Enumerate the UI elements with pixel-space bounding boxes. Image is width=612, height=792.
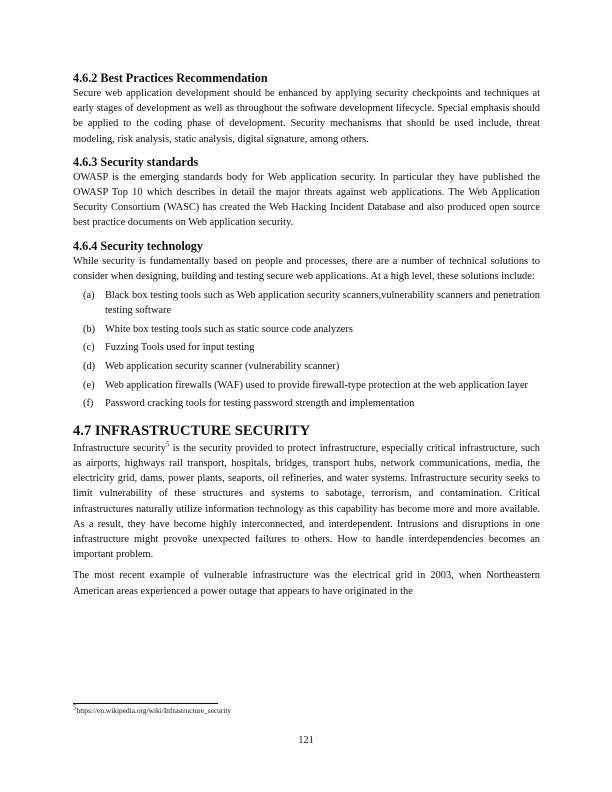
paragraph: While security is fundamentally based on people and processes, there are a number of technical solutions to consider when designing, building and testing secure web applications. At a high level, these solutions include: (73, 255, 540, 282)
list-item (73, 378, 540, 393)
footnote-divider (73, 703, 218, 704)
footnote-number: 5 (73, 703, 77, 712)
section-4-7 (73, 421, 540, 599)
section-heading: 4.6.4 Security technology (73, 238, 203, 253)
list-item (73, 288, 540, 318)
list-item (73, 396, 540, 411)
section-heading: 4.6.2 Best Practices Recommendation (73, 71, 268, 85)
section-4-6-4 (73, 238, 540, 412)
paragraph (73, 441, 540, 563)
list-item (73, 359, 540, 374)
paragraph: Secure web application development should be enhanced by applying security checkpoints and techniques at early stages of development as well as throughout the software development lifecycle. Special emphasis should be applied to the coding phase of development. Security mechanisms that should be used include, threat modeling, risk analysis, static analysis, digital signature, among others. (73, 88, 540, 145)
list-marker: (b) (83, 323, 96, 335)
list-marker: (c) (83, 342, 95, 354)
list-item-text: Fuzzing Tools used for input testing (105, 342, 255, 354)
list-item (73, 340, 540, 355)
list-item-text: Web application firewalls (WAF) used to provide firewall-type protection at the web application layer (105, 379, 529, 391)
page-number: 121 (298, 735, 314, 746)
footnote-ref: 5 (165, 440, 170, 449)
section-4-6-3 (73, 154, 540, 231)
chapter-heading: 4.7 INFRASTRUCTURE SECURITY (73, 422, 311, 439)
list-marker: (d) (83, 361, 96, 373)
paragraph: The most recent example of vulnerable infrastructure was the electrical grid in 2003, when Northeastern American areas experienced a power outage that appears to have originated in the (73, 570, 540, 597)
list-marker: (e) (83, 379, 95, 391)
section-4-6-2 (73, 70, 540, 147)
list-item-text: White box testing tools such as static source code analyzers (105, 323, 353, 335)
list-item-text: Black box testing tools such as Web application security scanners,vulnerability scanners and penetration testing software (105, 290, 540, 317)
paragraph-start: Infrastructure security (73, 442, 166, 454)
list-marker: (f) (83, 398, 94, 410)
footnote-link[interactable]: https://en.wikipedia.org/wiki/Infrastructure_security (76, 706, 232, 715)
paragraph-rest: is the security provided to protect infrastructure, especially critical infrastructure, such as airports, highways rail transport, hospitals, bridges, transport hubs, network communications, media, the electricity grid, dams, power plants, seaports, oil refineries, and water systems. Infrastructure security seeks to limit vulnerability of these structures and systems to sabotage, terrorism, and contamination. Critical infrastructures naturally utilize information technology as this capability has become more and more available. As a result, they have become highly interconnected, and interdependent. Intrusions and disruptions in one infrastructure might provoke unexpected failures to others. How to handle interdependencies becomes an important problem. (73, 442, 540, 561)
section-heading: 4.6.3 Security standards (73, 154, 199, 169)
list-item-text: Web application security scanner (vulnerability scanner) (105, 361, 340, 373)
list-marker: (a) (83, 290, 95, 302)
page-content (73, 70, 540, 601)
solutions-list (73, 288, 540, 411)
list-item-text: Password cracking tools for testing password strength and implementation (105, 398, 415, 410)
paragraph: OWASP is the emerging standards body for Web application security. In particular they have published the OWASP Top 10 which describes in detail the major threats against web applications. The Web Application Security Consortium (WASC) has created the Web Hacking Incident Database and also produced open source best practice documents on Web application security. (73, 171, 540, 229)
list-item (73, 322, 540, 337)
footnote (73, 703, 232, 715)
